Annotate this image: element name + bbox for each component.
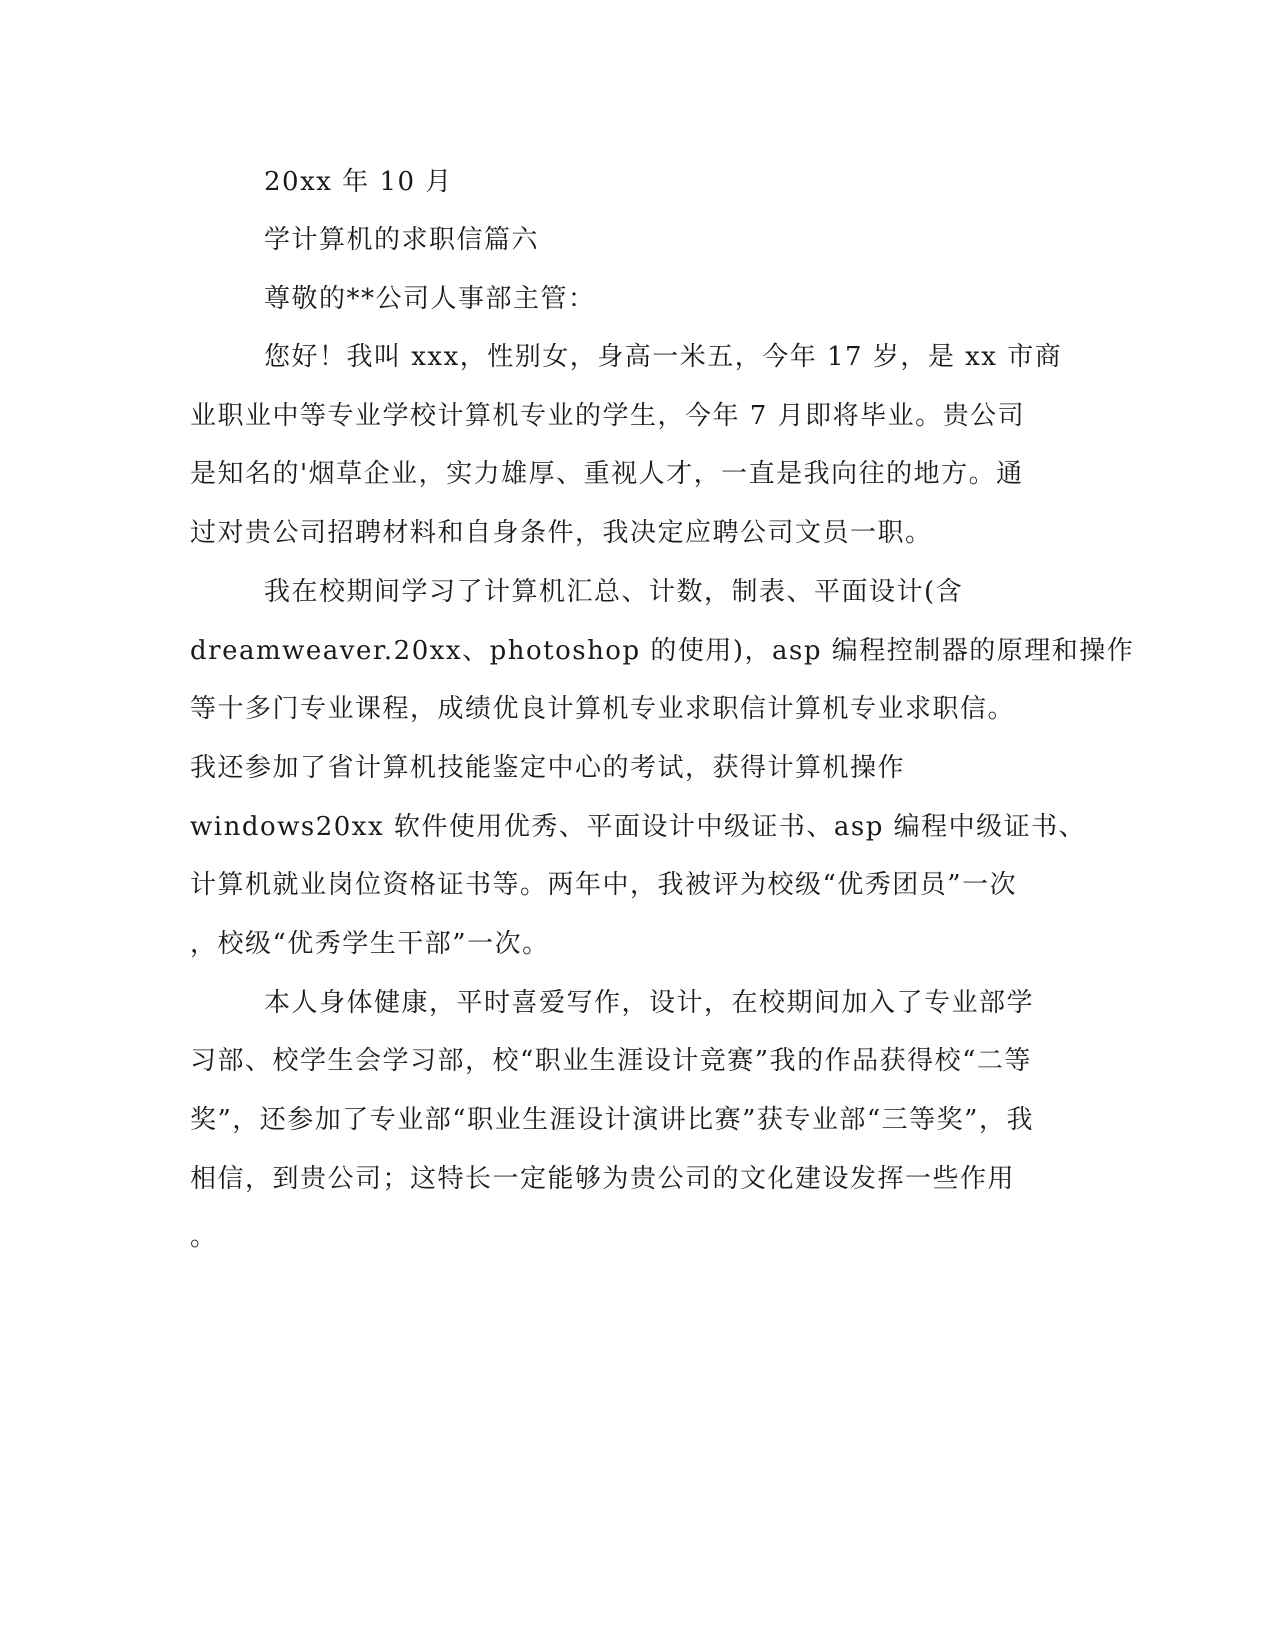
paragraph-line: ，校级“优秀学生干部”一次。 <box>190 929 550 959</box>
paragraph-line: windows20xx 软件使用优秀、平面设计中级证书、asp 编程中级证书、 <box>190 812 1087 842</box>
paragraph-line: 奖”，还参加了专业部“职业生涯设计演讲比赛”获专业部“三等奖”，我 <box>190 1105 1034 1135</box>
paragraph-line: 我在校期间学习了计算机汇总、计数，制表、平面设计(含 <box>264 577 964 607</box>
paragraph-line: dreamweaver.20xx、photoshop 的使用)，asp 编程控制器的原理和操作 <box>190 636 1135 666</box>
letter-salutation: 尊敬的**公司人事部主管： <box>264 284 596 314</box>
paragraph-line: 等十多门专业课程，成绩优良计算机专业求职信计算机专业求职信。 <box>190 694 1016 724</box>
paragraph-line: 是知名的'烟草企业，实力雄厚、重视人才，一直是我向往的地方。通 <box>190 459 1024 489</box>
paragraph-line: 相信，到贵公司；这特长一定能够为贵公司的文化建设发挥一些作用 <box>190 1164 1016 1194</box>
paragraph-line: 本人身体健康，平时喜爱写作，设计，在校期间加入了专业部学 <box>264 988 1035 1018</box>
letter-title: 学计算机的求职信篇六 <box>264 225 540 255</box>
paragraph-line: 业职业中等专业学校计算机专业的学生，今年 7 月即将毕业。贵公司 <box>190 401 1026 431</box>
paragraph-line: 您好！我叫 xxx，性别女，身高一米五，今年 17 岁，是 xx 市商 <box>264 342 1063 372</box>
paragraph-line: 过对贵公司招聘材料和自身条件，我决定应聘公司文员一职。 <box>190 518 933 548</box>
paragraph-line: 。 <box>190 1222 218 1252</box>
paragraph-line: 习部、校学生会学习部，校“职业生涯设计竞赛”我的作品获得校“二等 <box>190 1046 1032 1076</box>
letter-date: 20xx 年 10 月 <box>264 167 453 197</box>
paragraph-line: 我还参加了省计算机技能鉴定中心的考试，获得计算机操作 <box>190 753 906 783</box>
paragraph-line: 计算机就业岗位资格证书等。两年中，我被评为校级“优秀团员”一次 <box>190 870 1018 900</box>
